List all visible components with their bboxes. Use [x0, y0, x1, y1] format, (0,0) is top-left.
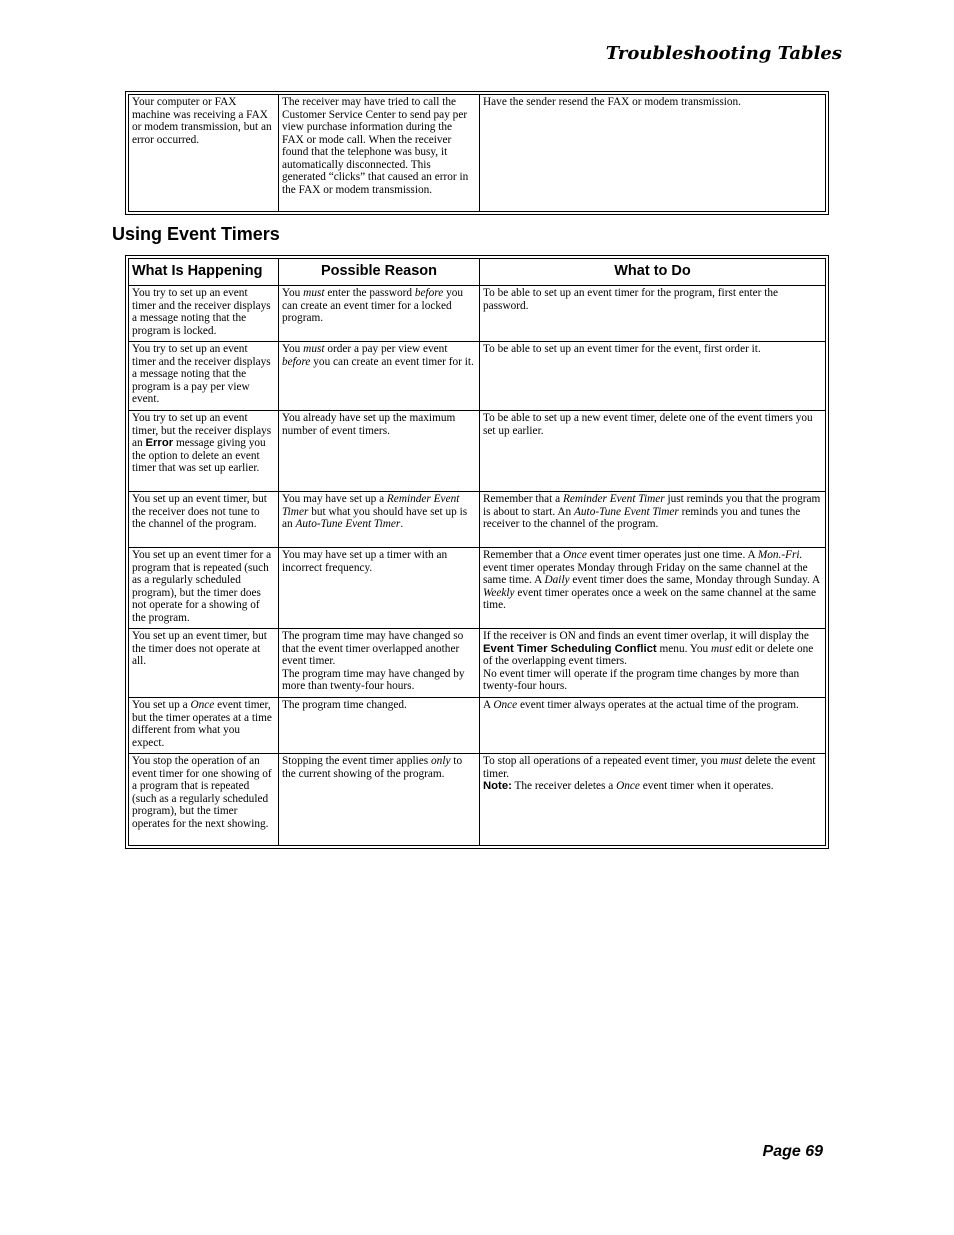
table-row	[129, 492, 826, 548]
error-label: Error	[145, 437, 174, 449]
running-header-title: Troubleshooting Tables	[605, 43, 842, 64]
cell-what-to-do: Have the sender resend the FAX or modem transmission.	[480, 95, 826, 212]
cell-what-is-happening: You try to set up an event timer, but the receiver displays an Error message giving you the option to delete an event timer that was set up earlier.	[129, 411, 279, 492]
cell-what-is-happening: You stop the operation of an event timer for one showing of a program that is repeated (such as a regularly scheduled program), but the timer operates for the next showing.	[129, 754, 279, 846]
table-row	[129, 286, 826, 342]
cell-possible-reason: The program time changed.	[279, 698, 480, 754]
cell-possible-reason: You must order a pay per view event before you can create an event timer for it.	[279, 342, 480, 411]
cell-what-to-do: A Once event timer always operates at the actual time of the program.	[480, 698, 826, 754]
cell-what-to-do: Remember that a Reminder Event Timer just reminds you that the program is about to start. An Auto-Tune Event Timer reminds you and tunes the receiver to the channel of the program.	[480, 492, 826, 548]
cell-what-is-happening: You set up an event timer, but the receiver does not tune to the channel of the program.	[129, 492, 279, 548]
cell-what-to-do: If the receiver is ON and finds an event timer overlap, it will display the Event Timer Scheduling Conflict menu. You must edit or delete one of the overlapping event timers. No event timer will operate if the program time changes by more than twenty-four hours.	[480, 629, 826, 698]
cell-possible-reason: You may have set up a Reminder Event Timer but what you should have set up is an Auto-Tune Event Timer.	[279, 492, 480, 548]
section-heading: Using Event Timers	[112, 224, 280, 244]
cell-possible-reason: The receiver may have tried to call the Customer Service Center to send pay per view purchase information during the FAX or mode call. When the receiver found that the telephone was busy, it automatically disconnected. This generated “clicks” that caused an error in the FAX or modem transmission.	[279, 95, 480, 212]
cell-what-to-do: To be able to set up an event timer for the event, first order it.	[480, 342, 826, 411]
cell-what-to-do: To be able to set up a new event timer, delete one of the event timers you set up earlier.	[480, 411, 826, 492]
cell-possible-reason: You may have set up a timer with an incorrect frequency.	[279, 548, 480, 629]
cell-what-is-happening: You try to set up an event timer and the receiver displays a message noting that the program is locked.	[129, 286, 279, 342]
cell-what-is-happening: You try to set up an event timer and the receiver displays a message noting that the program is a pay per view event.	[129, 342, 279, 411]
table-row	[129, 342, 826, 411]
table-row	[129, 95, 826, 212]
cell-what-is-happening: You set up an event timer for a program that is repeated (such as a regularly scheduled program), but the timer does not operate for a showing of the program.	[129, 548, 279, 629]
cell-possible-reason: Stopping the event timer applies only to the current showing of the program.	[279, 754, 480, 846]
cell-what-to-do: To stop all operations of a repeated event timer, you must delete the event timer. Note: The receiver deletes a Once event timer when it operates.	[480, 754, 826, 846]
event-timers-table	[125, 255, 829, 849]
cell-what-is-happening: You set up an event timer, but the timer does not operate at all.	[129, 629, 279, 698]
cell-what-is-happening: Your computer or FAX machine was receiving a FAX or modem transmission, but an error occurred.	[129, 95, 279, 212]
table-header-row	[129, 259, 826, 286]
cell-what-to-do: To be able to set up an event timer for the program, first enter the password.	[480, 286, 826, 342]
table-row	[129, 698, 826, 754]
cell-what-to-do: Remember that a Once event timer operates just one time. A Mon.-Fri. event timer operates Monday through Friday on the same channel at the same time. A Daily event timer does the same, Monday through Sunday. A Weekly event timer operates once a week on the same channel at the same time.	[480, 548, 826, 629]
cell-what-is-happening: You set up a Once event timer, but the timer operates at a time different from what you expect.	[129, 698, 279, 754]
fax-troubleshooting-table	[125, 91, 829, 215]
table-row	[129, 629, 826, 698]
cell-possible-reason: The program time may have changed so that the event timer overlapped another event timer. The program time may have changed by more than twenty-four hours.	[279, 629, 480, 698]
table-row	[129, 754, 826, 846]
column-header-possible-reason: Possible Reason	[279, 259, 480, 286]
page-number: Page 69	[762, 1143, 823, 1160]
cell-possible-reason: You already have set up the maximum number of event timers.	[279, 411, 480, 492]
column-header-what-is-happening: What Is Happening	[129, 259, 279, 286]
table-row	[129, 411, 826, 492]
table-row	[129, 548, 826, 629]
cell-possible-reason: You must enter the password before you can create an event timer for a locked program.	[279, 286, 480, 342]
menu-name-label: Event Timer Scheduling Conflict	[483, 642, 657, 655]
note-label: Note:	[483, 780, 512, 792]
column-header-what-to-do: What to Do	[480, 259, 826, 286]
